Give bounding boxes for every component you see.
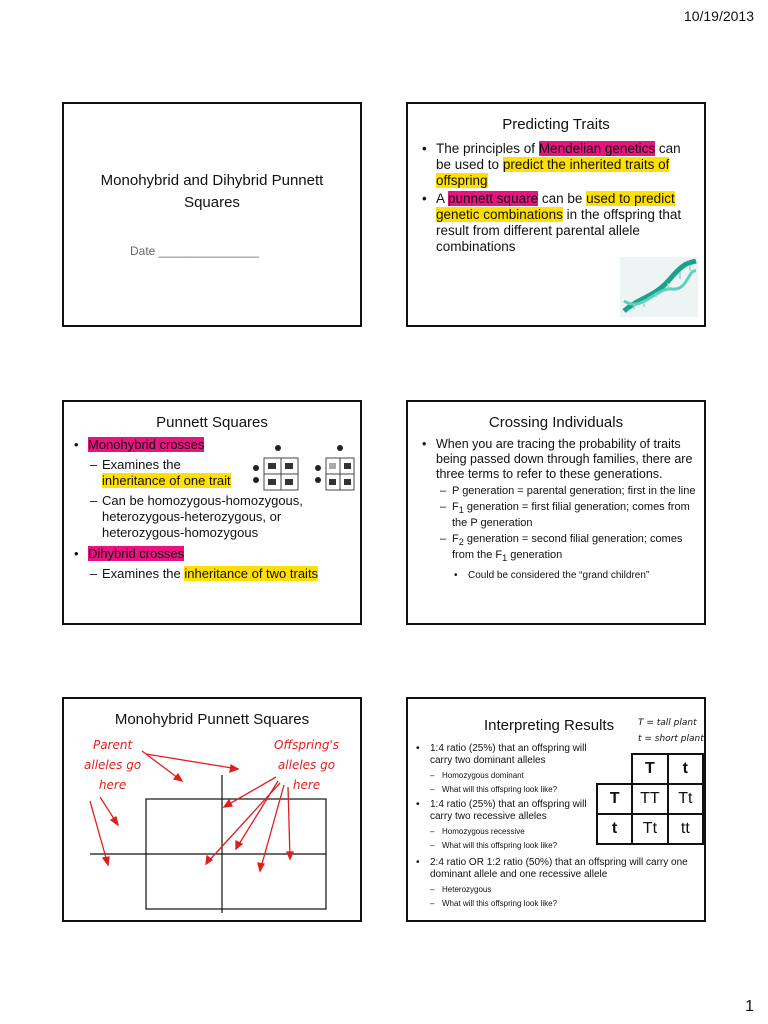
slide6-b3-sub2: – What will this offspring look like? (430, 898, 701, 909)
page-date: 10/19/2013 (683, 8, 754, 24)
table-cell: tt (668, 814, 703, 844)
dna-helix-image (620, 257, 698, 317)
punnett-square-table (596, 753, 704, 845)
col-header: t (668, 754, 703, 784)
parent-alleles-note: Parent alleles go here (84, 738, 142, 792)
slide4-sub-f1: – $F_1$ generation = first filial generation; comes from the P generation (440, 501, 696, 530)
slide6-bullet-3: • 2:4 ratio OR 1:2 ratio (50%) that an offspring will carry one dominant allele and one recessive allele (416, 857, 701, 881)
slide6-title: Interpreting Results (484, 717, 615, 734)
slide2-bullet-1: • The principles of Mendelian genetics can be used to predict the inherited traits of offspring (422, 141, 694, 189)
page-number: 1 (745, 998, 754, 1015)
slide3-sub-2: – Can be homozygous-homozygous, heterozygous-heterozygous, or heterozygous-homozygous (90, 493, 330, 541)
table-cell: TT (632, 784, 668, 814)
table-corner (597, 754, 632, 784)
slide6-bullet-2: • 1:4 ratio (25%) that an offspring will carry two recessive alleles (416, 799, 594, 823)
slide4-sub-p: – P generation = parental generation; first in the line (440, 485, 696, 498)
slide-monohybrid-punnett (62, 697, 362, 922)
slide3-sub-3: – Examines the inheritance of two traits (90, 566, 352, 582)
slide4-title: Crossing Individuals (488, 414, 624, 431)
slide6-b3-sub1: – Heterozygous (430, 884, 701, 895)
slide1-title-line2: Squares (184, 194, 240, 211)
slide-crossing-individuals (406, 400, 706, 625)
slide2-bullet-2: • A punnett square can be used to predict genetic combinations in the offspring that result from different parental allele combinations (422, 191, 697, 255)
slide4-bullet-1: • When you are tracing the probability of traits being passed down through families, there are three terms to refer to these generations. (422, 437, 696, 482)
slide6-b1-sub1: – Homozygous dominant (430, 770, 594, 781)
slide1-date-label: Date _______________ (130, 244, 259, 258)
empty-punnett-grid (64, 699, 362, 922)
legend-short: t = short plant (638, 734, 704, 744)
row-header: T (597, 784, 632, 814)
slide3-bullet-monohybrid: • Monohybrid crosses (74, 437, 352, 453)
slide6-bullet-1: • 1:4 ratio (25%) that an offspring will carry two dominant alleles (416, 743, 594, 767)
dog-cross-icon (250, 444, 356, 494)
slide3-bullet-dihybrid: • Dihybrid crosses (74, 546, 352, 562)
row-header: t (597, 814, 632, 844)
slide-punnett-squares (62, 400, 362, 625)
slide5-title: Monohybrid Punnett Squares (114, 711, 310, 728)
offspring-alleles-note: Offspring's alleles go here (274, 738, 340, 792)
slide-title-page (62, 102, 362, 327)
slide4-sub-f2: – $F_2$ generation = second filial generation; comes from the $F_1$ generation (440, 533, 696, 565)
table-cell: Tt (632, 814, 668, 844)
slide3-sub-1: – Examines the inheritance of one trait (90, 457, 352, 489)
slide3-title: Punnett Squares (156, 414, 268, 431)
slide6-b2-sub2: – What will this offspring look like? (430, 840, 594, 851)
col-header: T (632, 754, 668, 784)
slide6-b1-sub2: – What will this offspring look like? (430, 784, 594, 795)
slide-predicting-traits (406, 102, 706, 327)
slide6-b2-sub1: – Homozygous recessive (430, 826, 594, 837)
slide2-title: Predicting Traits (502, 116, 610, 133)
table-cell: Tt (668, 784, 703, 814)
legend-tall: T = tall plant (638, 718, 697, 728)
slide-interpreting-results (406, 697, 706, 922)
slide4-subsub-grandchildren: • Could be considered the “grand children” (454, 569, 696, 582)
slide1-title-line1: Monohybrid and Dihybrid Punnett (100, 172, 324, 189)
